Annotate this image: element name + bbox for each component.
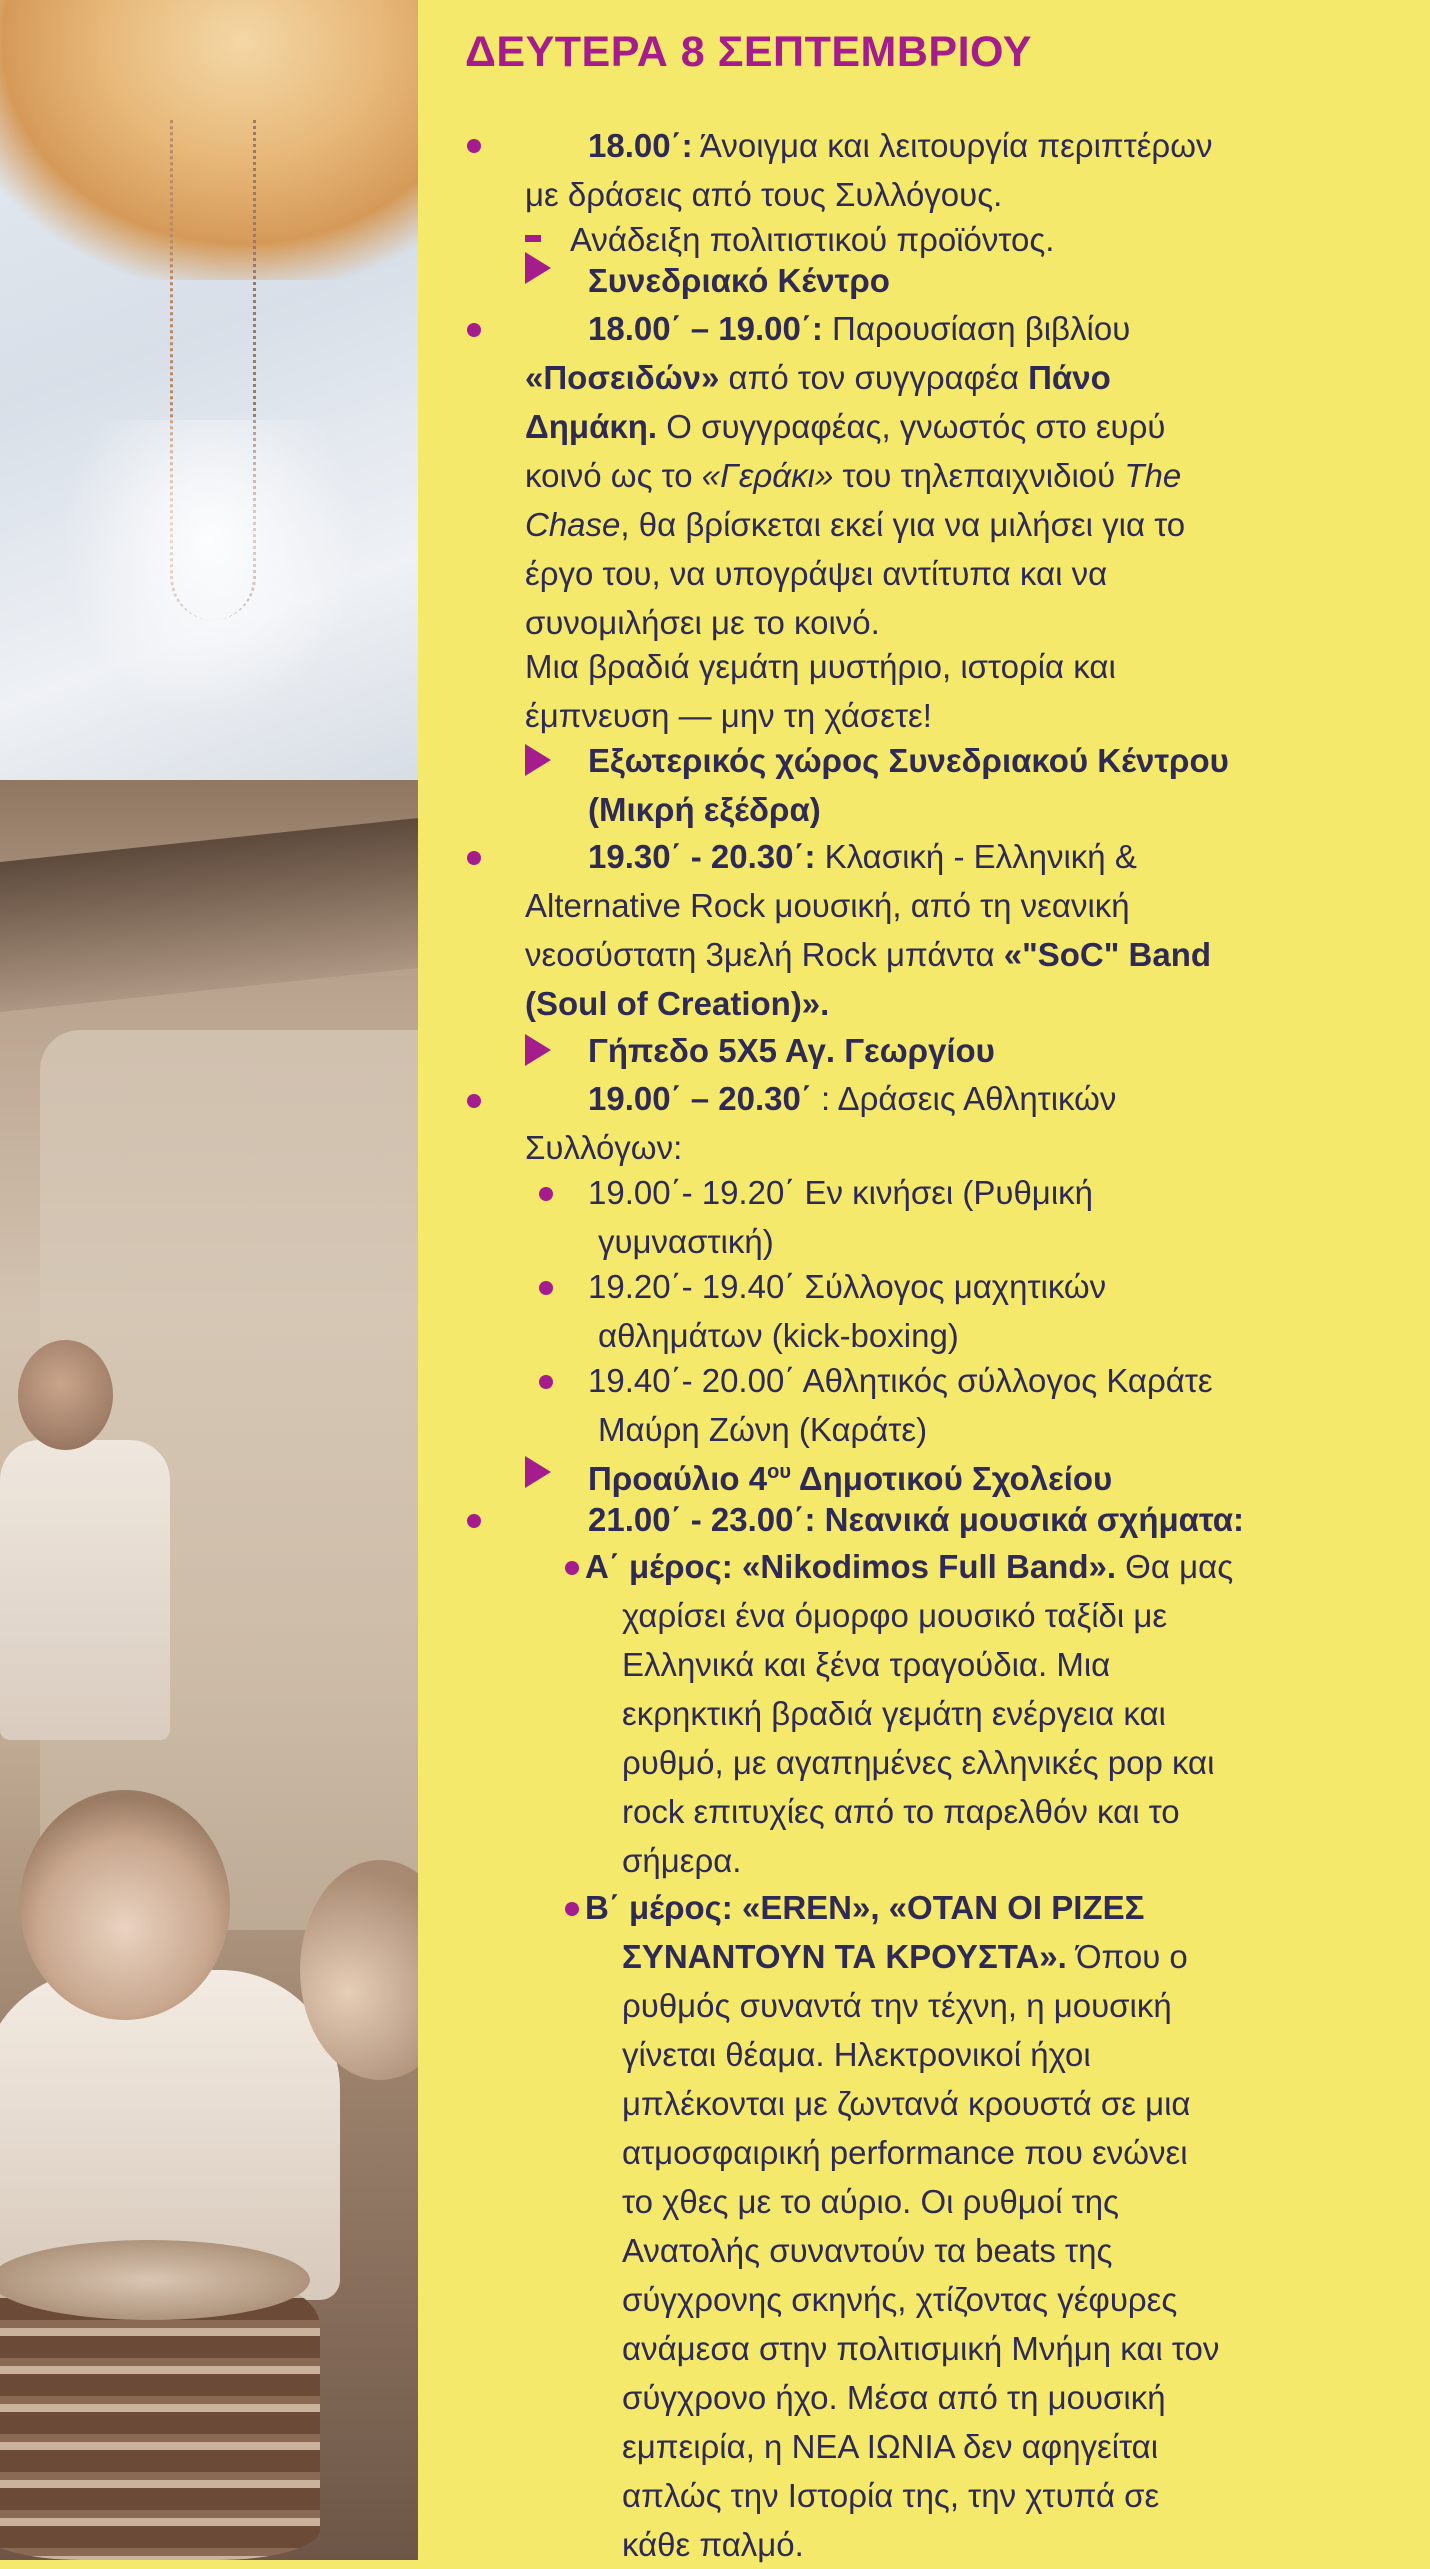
event-5-part-b-line-2: ΣΥΝΑΝΤΟΥΝ ΤΑ ΚΡΟΥΣΤΑ». Όπου ο [622, 1938, 1188, 1975]
event-5-part-b-line-9: σύγχρονης σκηνής, χτίζοντας γέφυρες [622, 2281, 1178, 2318]
event-3-line-4: (Soul of Creation)». [525, 985, 830, 1022]
event-2-line-9: έμπνευση — μην τη χάσετε! [525, 697, 932, 734]
bullet-icon [539, 1281, 553, 1295]
event-2-line-8: Μια βραδιά γεμάτη μυστήριο, ιστορία και [525, 648, 1116, 685]
event-2-location-detail: (Μικρή εξέδρα) [588, 791, 821, 828]
event-5-part-a-line-3: Ελληνικά και ξένα τραγούδια. Μια [622, 1646, 1111, 1683]
event-4-sub-3b: Μαύρη Ζώνη (Καράτε) [598, 1411, 928, 1448]
event-5-part-b-line-14: κάθε παλμό. [622, 2526, 804, 2563]
event-2-line-3: Δημάκη. Ο συγγραφέας, γνωστός στο ευρύ [525, 408, 1166, 445]
event-4-sub-1a: 19.00΄- 19.20΄ Εν κινήσει (Ρυθμική [588, 1174, 1094, 1211]
event-2-line-2: «Ποσειδών» από τον συγγραφέα Πάνο [525, 359, 1111, 396]
event-4-sub-2b: αθλημάτων (kick-boxing) [598, 1317, 959, 1354]
page-title: ΔΕΥΤΕΡΑ 8 ΣΕΠΤΕΜΒΡΙΟΥ [465, 28, 1032, 76]
dash-icon [525, 235, 541, 242]
bullet-icon [539, 1187, 553, 1201]
event-3-location: Γήπεδο 5Χ5 Αγ. Γεωργίου [588, 1032, 995, 1069]
event-1-sub: Ανάδειξη πολιτιστικού προϊόντος. [570, 221, 1055, 258]
event-4-line-2: Συλλόγων: [525, 1129, 683, 1166]
event-4-sub-2a: 19.20΄- 19.40΄ Σύλλογος μαχητικών [588, 1268, 1107, 1305]
photo-child-standing [0, 1440, 170, 1740]
event-5-part-b-line-8: Ανατολής συναντούν τα beats της [622, 2232, 1113, 2269]
event-2-line-1: 18.00΄ – 19.00΄: Παρουσίαση βιβλίου [588, 310, 1131, 347]
location-marker-icon [525, 744, 551, 776]
bullet-icon [565, 1561, 579, 1575]
photo-shirt [60, 420, 360, 720]
bullet-icon [565, 1902, 579, 1916]
bullet-icon [467, 139, 481, 153]
bullet-icon [539, 1375, 553, 1389]
event-5-part-b-line-6: ατμοσφαιρική performance που ενώνει [622, 2134, 1188, 2171]
event-5-part-a-line-7: σήμερα. [622, 1842, 742, 1879]
event-5-part-b-line-4: γίνεται θέαμα. Ηλεκτρονικοί ήχοι [622, 2036, 1091, 2073]
event-4-sub-1b: γυμναστική) [598, 1223, 774, 1260]
event-5-part-a-line-4: εκρηκτική βραδιά γεμάτη ενέργεια και [622, 1695, 1166, 1732]
event-1-line-1: 18.00΄: Άνοιγμα και λειτουργία περιπτέρων [588, 127, 1213, 164]
photo-drum-top [0, 2240, 310, 2320]
event-3-line-1: 19.30΄ - 20.30΄: Κλασική - Ελληνική & [588, 838, 1137, 875]
event-1-line-2: με δράσεις από τους Συλλόγους. [525, 176, 1003, 213]
event-5-part-b-line-13: απλώς την Ιστορία της, την χτυπά σε [622, 2477, 1160, 2514]
event-5-part-a-line-5: ρυθμό, με αγαπημένες ελληνικές pop και [622, 1744, 1215, 1781]
photo-child-standing-head [18, 1340, 113, 1450]
bullet-icon [467, 1094, 481, 1108]
event-5-part-b-line-7: το χθες με το αύριο. Οι ρυθμοί της [622, 2183, 1119, 2220]
photo-collage [0, 0, 418, 2560]
location-marker-icon [525, 252, 551, 284]
event-3-line-3: νεοσύστατη 3μελή Rock μπάντα «"SoC" Band [525, 936, 1212, 973]
event-2-line-7: συνομιλήσει με το κοινό. [525, 604, 880, 641]
photo-woman-white-shirt [0, 0, 418, 860]
event-2-location: Εξωτερικός χώρος Συνεδριακού Κέντρου [588, 742, 1229, 779]
event-5-part-b-line-11: σύγχρονο ήχο. Μέσα από τη μουσική [622, 2379, 1166, 2416]
event-4-sub-3a: 19.40΄- 20.00΄ Αθλητικός σύλλογος Καράτε [588, 1362, 1213, 1399]
event-2-line-6: έργο του, να υπογράψει αντίτυπα και να [525, 555, 1108, 592]
event-1-location: Συνεδριακό Κέντρο [588, 262, 890, 299]
bullet-icon [467, 851, 481, 865]
event-5-part-a-line-6: rock επιτυχίες από το παρελθόν και το [622, 1793, 1180, 1830]
event-5-part-b-line-5: μπλέκονται με ζωντανά κρουστά σε μια [622, 2085, 1191, 2122]
event-4-location: Προαύλιο $4^{o\upsilon}$ Δημοτικού Σχολείου [588, 1460, 1113, 1497]
event-5-part-a-line-2: χαρίσει ένα όμορφο μουσικό ταξίδι με [622, 1597, 1168, 1634]
photo-awning [0, 818, 418, 1012]
photo-children-drums [0, 780, 418, 2560]
location-marker-icon [525, 1456, 551, 1488]
event-5-part-b-line-3: ρυθμός συναντά την τέχνη, η μουσική [622, 1987, 1172, 2024]
event-2-line-5: Chase, θα βρίσκεται εκεί για να μιλήσει για το [525, 506, 1186, 543]
bullet-icon [467, 1514, 481, 1528]
event-3-line-2: Alternative Rock μουσική, από τη νεανική [525, 887, 1130, 924]
event-5-part-b-line-12: εμπειρία, η ΝΕΑ ΙΩΝΙΑ δεν αφηγείται [622, 2428, 1159, 2465]
event-4-line-1: 19.00΄ – 20.30΄ : Δράσεις Αθλητικών [588, 1080, 1117, 1117]
location-marker-icon [525, 1034, 551, 1066]
event-5-part-b-line-10: ανάμεσα στην πολιτισμική Μνήμη και τον [622, 2330, 1220, 2367]
photo-child-drumming-head [20, 1790, 230, 2020]
event-5-heading: 21.00΄ - 23.00΄: Νεανικά μουσικά σχήματα: [588, 1501, 1245, 1538]
event-2-line-4: κοινό ως το «Γεράκι» του τηλεπαιχνιδιού The [525, 457, 1182, 494]
bullet-icon [467, 323, 481, 337]
event-5-part-b-line-1: Β΄ μέρος: «EREN», «ΟΤΑΝ ΟΙ ΡΙΖΕΣ [585, 1889, 1145, 1926]
event-5-part-a-line-1: Α΄ μέρος: «Nikodimos Full Band». Θα μας [585, 1548, 1234, 1585]
